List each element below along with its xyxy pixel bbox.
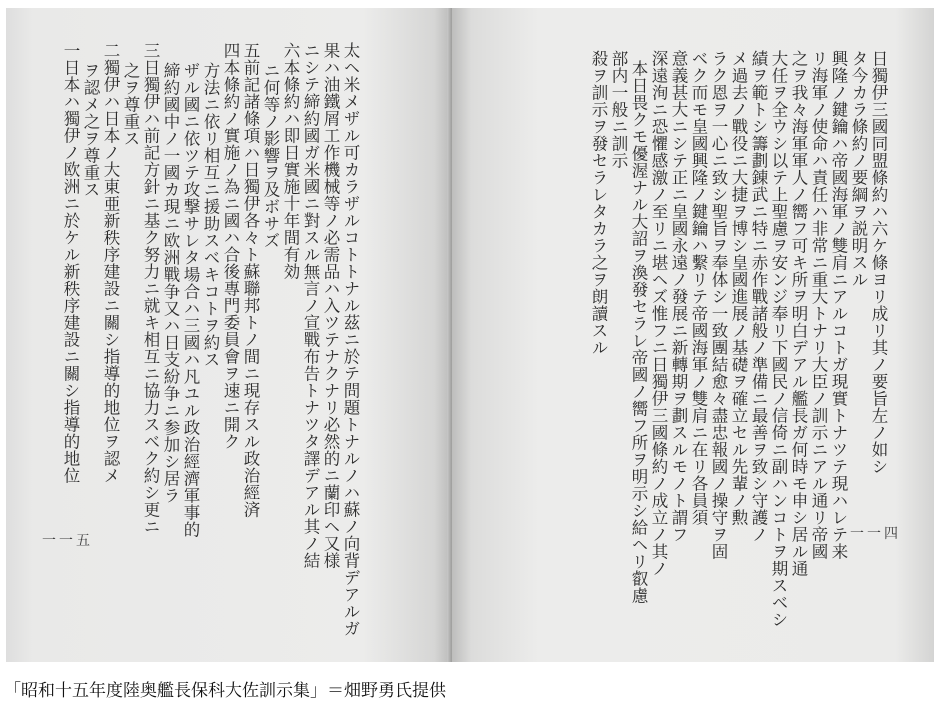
- text-column: タ今カラ條約ノ要綱ヲ説明スル: [849, 50, 868, 288]
- text-column: ニシテ締約國ガ米國ニ對スル無言ノ宣戰布告トナツタ譯デアル其ノ結: [301, 42, 320, 569]
- text-column: ラク恩ヲ一心ニ致シ聖旨ヲ奉体シ一致團結愈々盡忠報國ノ操守ヲ固: [709, 50, 728, 560]
- text-column: 一日本ハ獨伊ノ欧洲ニ於ケル新秩序建設ニ關シ指導的地位: [61, 42, 80, 484]
- page-number: 一一四: [850, 526, 901, 542]
- text-column: 之ヲ尊重ス: [121, 62, 140, 147]
- book-photo: [6, 8, 934, 662]
- text-column: 之ヲ我々海軍軍人ノ嚮フ可キ所ヲ明白デアル艦長ガ何時モ申シ居ル通: [789, 50, 808, 577]
- text-column: ベク而モ皇國興隆ノ鍵鑰ハ繫リテ帝國海軍ノ雙肩ニ在リ各員須: [689, 50, 708, 526]
- text-column: 締約國中ノ一國カ現ニ欧洲戰争又ハ日支紛争ニ参加シ居ラ: [161, 62, 180, 504]
- text-column: 五前記諸條項ハ日獨伊各々ト蘇聯邦トノ間ニ現存スル政治經済: [241, 42, 260, 518]
- text-column: 績ヲ範トシ籌劃錬武ニ特ニ赤作戰諸般ノ準備ニ最善ヲ致シ守護ノ: [749, 50, 768, 543]
- text-column: 部内一般ニ訓示: [609, 50, 628, 169]
- text-column: 四本條約ノ實施ノ為ニ國ハ合後專門委員會ヲ速ニ開ク: [221, 42, 240, 450]
- text-column: 深遠洵ニ恐懼感激ノ至リニ堪ヘズ惟フニ日獨伊三國條約ノ成立ノ其ノ: [649, 50, 668, 577]
- text-column: 果ハ油鐵屑工作機械等ノ必需品ハ入ツテナクナリ必然的ニ蘭印ヘ又様: [321, 42, 340, 569]
- left-page: [6, 8, 452, 662]
- text-column: メ過去ノ戰役ニ大捷ヲ博シ皇國進展ノ基礎ヲ確立セル先輩ノ勲: [729, 50, 748, 526]
- text-column: リ海軍ノ使命ハ責任ハ非常ニ重大トナリ大臣ノ訓示ニアル通リ帝國: [809, 50, 828, 560]
- text-column: 本日畏クモ優渥ナル大詔ヲ渙發セラレ帝國ノ嚮フ所ヲ明示シ給ヘリ叡慮: [629, 60, 648, 604]
- photo-caption: 「昭和十五年度陸奥艦長保科大佐訓示集」＝畑野勇氏提供: [4, 681, 446, 701]
- text-column: ヲ認メ之ヲ尊重ス: [81, 62, 100, 198]
- text-column: ニ何等ノ影響ヲ及ボサズ: [261, 62, 280, 249]
- text-column: ザル國ニ依ツテ攻撃サレタ場合ハ三國ハ凡ユル政治經濟軍事的: [181, 62, 200, 538]
- page-number: 一一五: [42, 533, 93, 549]
- text-column: 方法ニ依リ相互ニ援助スベキコトヲ約ス: [201, 62, 220, 368]
- text-column: 六本條約ハ即日實施十年間有効: [281, 42, 300, 280]
- text-column: 三日獨伊ハ前記方針ニ基ク努力ニ就キ相互ニ協力スベク約シ更ニ: [141, 42, 160, 535]
- text-column: 殺ヲ訓示ヲ發セラレタカラ之ヲ朗讀スル: [589, 50, 608, 356]
- text-column: 興隆ノ鍵鑰ハ帝國海軍ノ雙肩ニアルコトガ現實トナツテ現ハレテ来: [829, 50, 848, 560]
- text-column: 太ヘ米メザル可カラザルコトトナル茲ニ於テ問題トナルノハ蘇ノ向背デアルガ: [341, 42, 360, 637]
- text-column: 二獨伊ハ日本ノ大東亜新秩序建設ニ關シ指導的地位ヲ認メ: [101, 42, 120, 484]
- text-column: 日獨伊三國同盟條約ハ六ケ條ヨリ成リ其ノ要旨左ノ如シ: [869, 50, 888, 475]
- right-page: [452, 8, 934, 662]
- text-column: 大任ヲ全ウシ以テ上聖慮ヲ安ンジ奉リ下國民ノ信倚ニ副ハンコトヲ期スベシ: [769, 50, 788, 628]
- text-column: 意義甚大ニシテ正ニ皇國永遠ノ發展ニ新轉期ヲ劃スルモノト謂フ: [669, 50, 688, 543]
